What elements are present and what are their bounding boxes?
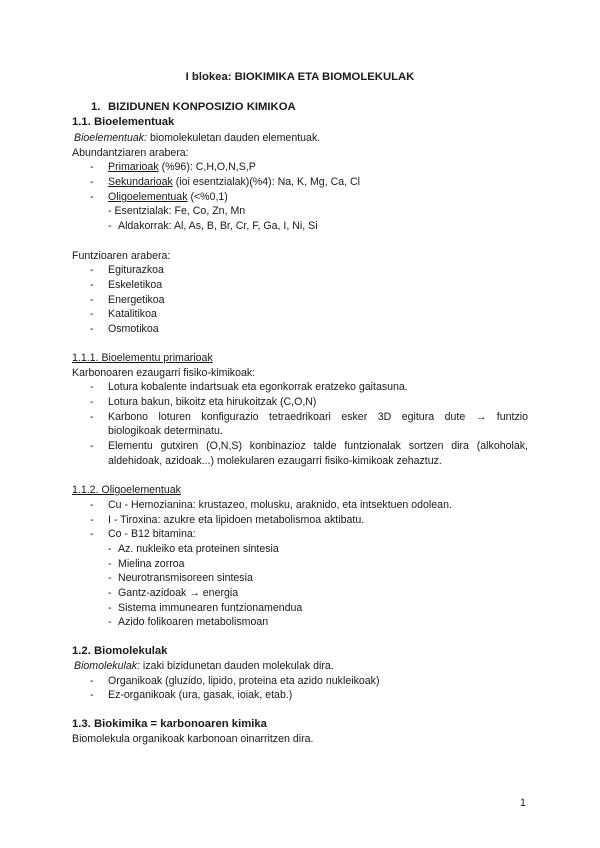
bullet-dash: -: [108, 220, 112, 232]
definition-bioelementuak: [74, 132, 320, 145]
bullet-dash: -: [90, 323, 94, 335]
bullet-dash: -: [108, 587, 112, 599]
biochemistry-text: Biomolekula organikoak karbonoan oinarritzen dira.: [72, 733, 314, 745]
list-item-secondary: [108, 176, 360, 189]
list-item-oligo: [108, 191, 228, 204]
bullet-dash: -: [90, 440, 94, 452]
bullet-dash: -: [108, 543, 112, 555]
function-item: Egiturazkoa: [108, 264, 164, 276]
primary-property: Karbono loturen konfigurazio tetraedrikoari esker 3D egitura dute → funtzio: [108, 411, 528, 423]
definition-text: biomolekuletan dauden elementuak.: [147, 132, 321, 144]
function-item: Katalitikoa: [108, 308, 157, 320]
oligo-rest: (<%0,1): [187, 191, 228, 203]
subsection-heading-1-3: 1.3. Biokimika = karbonoaren kimika: [72, 718, 267, 730]
secondary-term: Sekundarioak: [108, 176, 173, 188]
bullet-dash: -: [90, 689, 94, 701]
b12-item: Gantz-azidoak → energia: [118, 587, 239, 599]
bullet-dash: -: [90, 308, 94, 320]
bullet-dash: -: [90, 294, 94, 306]
list-item-primary: [108, 161, 256, 174]
function-item: Osmotikoa: [108, 323, 159, 335]
function-item: Eskeletikoa: [108, 279, 163, 291]
b12-item: Azido folikoaren metabolismoan: [118, 616, 269, 628]
bullet-dash: -: [90, 264, 94, 276]
bullet-dash: -: [90, 191, 94, 203]
oligo-essential: - Esentzialak: Fe, Co, Zn, Mn: [108, 205, 246, 217]
oligo-item: Co - B12 bitamina:: [108, 528, 196, 540]
document-title: I blokea: BIOKIMIKA ETA BIOMOLEKULAK: [185, 71, 415, 83]
subsection-heading-1-1: 1.1. Bioelementuak: [72, 116, 175, 128]
secondary-rest: (ioi esentzialak)(%4): Na, K, Mg, Ca, Cl: [172, 176, 361, 188]
section-heading: BIZIDUNEN KONPOSIZIO KIMIKOA: [108, 101, 296, 113]
b12-item: Sistema immunearen funtzionamendua: [118, 602, 303, 614]
bullet-dash: -: [108, 616, 112, 628]
primary-property-cont: aldehidoak, azidoak...) molekularen ezaugarri fisiko-kimikoak zehaztuz.: [108, 455, 442, 467]
bullet-dash: -: [90, 411, 94, 423]
bullet-dash: -: [90, 499, 94, 511]
primary-term: Primarioak: [108, 161, 159, 173]
b12-item: Mielina zorroa: [118, 558, 185, 570]
bullet-dash: -: [90, 279, 94, 291]
bullet-dash: -: [108, 572, 112, 584]
function-item: Energetikoa: [108, 294, 165, 306]
primary-property: Lotura bakun, bikoitz eta hirukoitzak (C,O,N): [108, 396, 317, 408]
bullet-dash: -: [108, 558, 112, 570]
bullet-dash: -: [90, 528, 94, 540]
definition-text: izaki bizidunetan dauden molekulak dira.: [139, 660, 334, 672]
biomolecule-item: Ez-organikoak (ura, gasak, ioiak, etab.): [108, 689, 293, 701]
bullet-dash: -: [108, 602, 112, 614]
oligo-item: I - Tiroxina: azukre eta lipidoen metabolismoa aktibatu.: [108, 514, 365, 526]
b12-item: Neurotransmisoreen sintesia: [118, 572, 253, 584]
oligo-variable: Aldakorrak: Al, As, B, Br, Cr, F, Ga, I, Ni, Si: [118, 220, 318, 232]
section-number: 1.: [91, 101, 101, 113]
bullet-dash: -: [90, 381, 94, 393]
page-number: 1: [520, 797, 526, 809]
subsection-heading-1-1-1: 1.1.1. Bioelementu primarioak: [72, 352, 213, 364]
primary-property: Lotura kobalente indartsuak eta egonkorrak eratzeko gaitasuna.: [108, 381, 408, 393]
definition-term: Biomolekulak:: [74, 660, 140, 672]
oligo-item: Cu - Hemozianina: krustazeo, molusku, araknido, eta intsektuen odolean.: [108, 499, 452, 511]
definition-term: Bioelementuak:: [74, 132, 148, 144]
abundance-intro: Abundantziaren arabera:: [72, 147, 189, 159]
bullet-dash: -: [90, 176, 94, 188]
primary-property: Elementu gutxiren (O,N,S) konbinazioz talde funtzionalak sortzen dira (alkoholak,: [108, 440, 528, 452]
bullet-dash: -: [90, 514, 94, 526]
subsection-heading-1-2: 1.2. Biomolekulak: [72, 645, 168, 657]
oligo-term: Oligoelementuak: [108, 191, 188, 203]
b12-item: Az. nukleiko eta proteinen sintesia: [118, 543, 279, 555]
biomolecule-item: Organikoak (gluzido, lipido, proteina eta azido nukleikoak): [108, 675, 380, 687]
primary-property-cont: biologikoak determinatu.: [108, 425, 223, 437]
bullet-dash: -: [90, 161, 94, 173]
subsection-heading-1-1-2: 1.1.2. Oligoelementuak: [72, 484, 181, 496]
bullet-dash: -: [90, 675, 94, 687]
function-intro: Funtzioaren arabera:: [72, 250, 171, 262]
primary-rest: (%96): C,H,O,N,S,P: [158, 161, 256, 173]
definition-biomolekulak: [74, 660, 334, 673]
bullet-dash: -: [90, 396, 94, 408]
primary-intro: Karbonoaren ezaugarri fisiko-kimikoak:: [72, 367, 256, 379]
